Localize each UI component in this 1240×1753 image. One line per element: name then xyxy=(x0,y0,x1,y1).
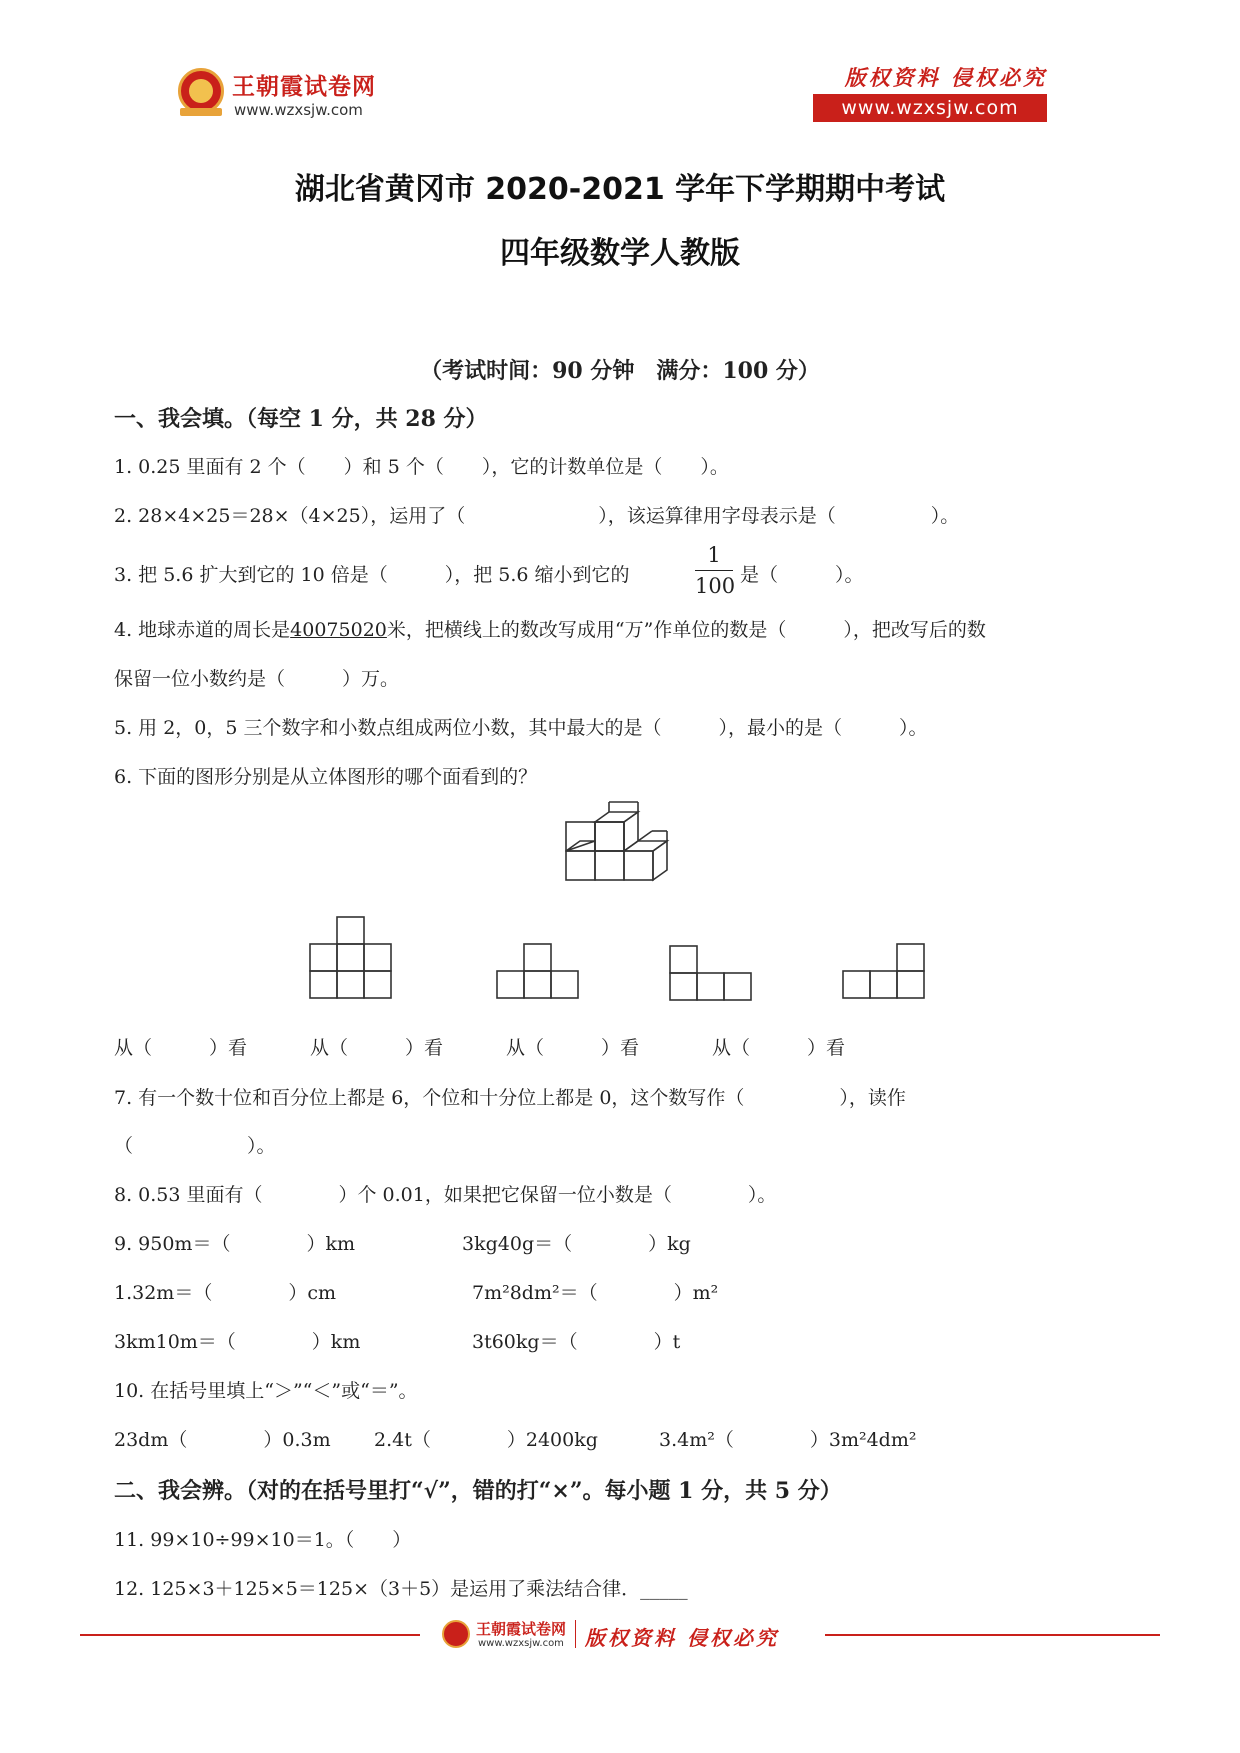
question-4c: 保留一位小数约是（ ）万。 xyxy=(114,668,400,690)
exam-info: （考试时间：90 分钟 满分：100 分） xyxy=(420,358,820,384)
question-10-b: 2.4t（ ）2400kg xyxy=(374,1429,598,1451)
footer-seal-icon xyxy=(442,1620,470,1648)
question-11: 11. 99×10÷99×10＝1。（ ） xyxy=(114,1529,412,1551)
url-bar: www.wzxsjw.com xyxy=(813,94,1047,122)
question-9-row1-b: 3kg40g＝（ ）kg xyxy=(462,1233,691,1255)
view-figure-1 xyxy=(310,917,391,998)
question-12: 12. 125×3＋125×5＝125×（3＋5）是运用了乘法结合律．_____ xyxy=(114,1578,688,1600)
question-10: 10. 在括号里填上“＞”“＜”或“＝”。 xyxy=(114,1380,418,1402)
copyright-motto: 版权资料 侵权必究 xyxy=(844,65,1047,90)
question-3b: 是（ ）。 xyxy=(740,564,864,586)
question-4-text-b: 米，把横线上的数改写成用“万”作单位的数是（ ），把改写后的数 xyxy=(386,619,986,641)
question-9-row3-b: 3t60kg＝（ ）t xyxy=(472,1331,681,1353)
question-5: 5. 用 2，0，5 三个数字和小数点组成两位小数，其中最大的是（ ），最小的是（ ）。 xyxy=(114,717,928,739)
fraction-denominator: 100 xyxy=(695,574,736,598)
fraction-1-100 xyxy=(695,542,736,599)
question-7a: 7. 有一个数十位和百分位上都是 6，个位和十分位上都是 0，这个数写作（ ），读作 xyxy=(114,1087,906,1109)
view-label-2: 从（ ）看 xyxy=(310,1037,444,1059)
view-label-4: 从（ ）看 xyxy=(712,1037,846,1059)
view-label-1: 从（ ）看 xyxy=(114,1037,248,1059)
question-3a: 3. 把 5.6 扩大到它的 10 倍是（ ），把 5.6 缩小到它的 xyxy=(114,564,630,586)
section-heading-1: 一、我会填。（每空 1 分，共 28 分） xyxy=(114,406,488,432)
question-7b: （ ）。 xyxy=(114,1135,276,1157)
footer-separator xyxy=(575,1620,576,1648)
page-footer xyxy=(80,1610,1160,1654)
question-10-c: 3.4m²（ ）3m²4dm² xyxy=(659,1429,917,1451)
section-heading-2: 二、我会辨。（对的在括号里打“√”，错的打“×”。每小题 1 分，共 5 分） xyxy=(114,1478,842,1504)
question-6: 6. 下面的图形分别是从立体图形的哪个面看到的？ xyxy=(114,766,538,788)
question-4a xyxy=(114,618,986,642)
question-9-row1-a: 9. 950m＝（ ）km xyxy=(114,1233,355,1255)
question-9-row2-a: 1.32m＝（ ）cm xyxy=(114,1282,336,1304)
cube-solid-figure xyxy=(566,802,667,880)
view-figure-2 xyxy=(497,944,578,998)
footer-rule-left xyxy=(80,1634,420,1636)
question-1: 1. 0.25 里面有 2 个（ ）和 5 个（ ），它的计数单位是（ ）。 xyxy=(114,456,729,478)
ribbon-icon xyxy=(180,108,222,116)
question-9-row2-b: 7m²8dm²＝（ ）m² xyxy=(472,1282,719,1304)
footer-rule-right xyxy=(825,1634,1160,1636)
equator-number: 40075020 xyxy=(290,619,387,641)
site-logo xyxy=(178,64,398,134)
brand-name: 王朝霞试卷网 xyxy=(232,74,376,100)
page-title: 湖北省黄冈市 2020-2021 学年下学期期中考试 xyxy=(294,172,946,207)
question-2: 2. 28×4×25＝28×（4×25），运用了（ ），该运算律用字母表示是（ ）。 xyxy=(114,505,960,527)
view-figure-3 xyxy=(670,946,751,1000)
footer-motto: 版权资料 侵权必究 xyxy=(585,1626,779,1650)
footer-brand: 王朝霞试卷网 xyxy=(476,1620,567,1638)
question-4-text: 4. 地球赤道的周长是 xyxy=(114,619,291,641)
footer-url: www.wzxsjw.com xyxy=(478,1638,564,1649)
view-figure-4 xyxy=(843,944,924,998)
copyright-banner xyxy=(807,62,1047,124)
fraction-numerator: 1 xyxy=(707,543,721,567)
question-9-row3-a: 3km10m＝（ ）km xyxy=(114,1331,361,1353)
brand-url: www.wzxsjw.com xyxy=(234,101,363,119)
question-8: 8. 0.53 里面有（ ）个 0.01，如果把它保留一位小数是（ ）。 xyxy=(114,1184,777,1206)
page-subtitle: 四年级数学人教版 xyxy=(500,236,740,271)
view-label-3: 从（ ）看 xyxy=(506,1037,640,1059)
question-10-a: 23dm（ ）0.3m xyxy=(114,1429,331,1451)
